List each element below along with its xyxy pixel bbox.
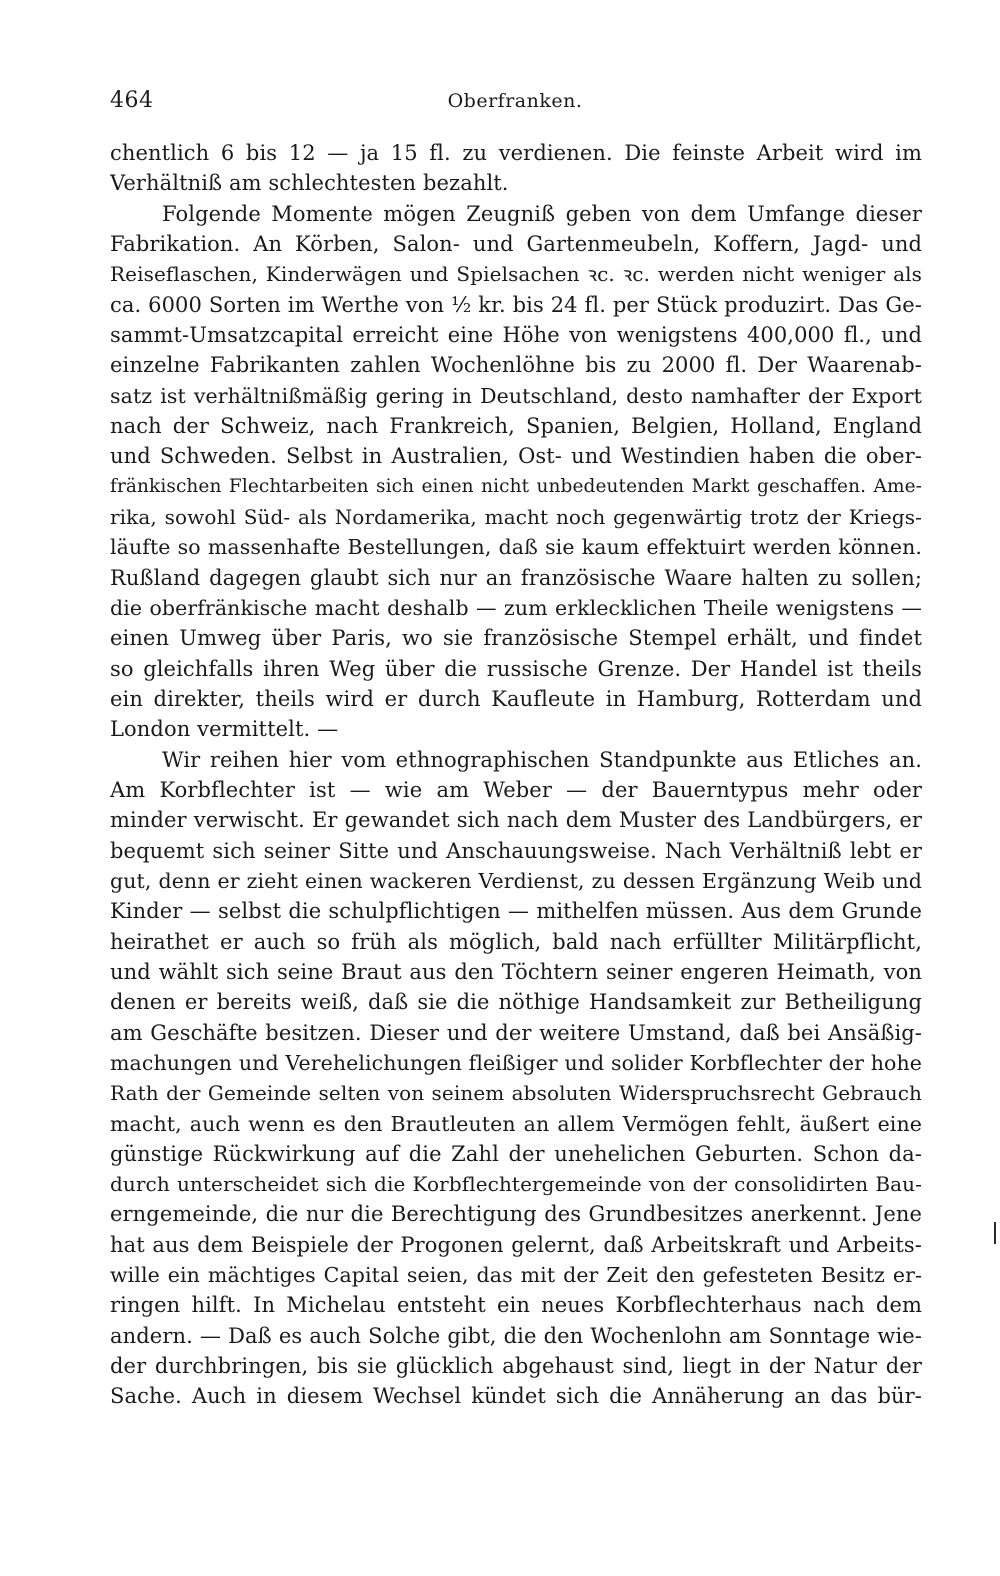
text-line: durch unterscheidet sich die Korbflechtergemeinde von der consolidirten Bau- — [110, 1172, 922, 1197]
text-line: satz ist verhältnißmäßig gering in Deutschland, desto namhafter der Export — [110, 383, 922, 408]
text-line: der durchbringen, bis sie glücklich abgehaust sind, liegt in der Natur der — [110, 1354, 922, 1379]
text-line: sammt-Umsatzcapital erreicht eine Höhe von wenigstens 400,000 fl., und — [110, 322, 922, 347]
text-line: Kinder — selbst die schulpflichtigen — mithelfen müssen. Aus dem Grunde — [110, 899, 922, 924]
text-line: denen er bereits weiß, daß sie die nöthige Handsamkeit zur Betheiligung — [110, 990, 922, 1015]
text-line: chentlich 6 bis 12 — ja 15 fl. zu verdienen. Die feinste Arbeit wird im — [110, 141, 922, 165]
running-head: Oberfranken. — [447, 90, 583, 112]
body-text — [110, 138, 922, 1412]
text-line: nach der Schweiz, nach Frankreich, Spanien, Belgien, Holland, England — [110, 413, 922, 438]
text-line: so gleichfalls ihren Weg über die russische Grenze. Der Handel ist theils — [110, 656, 922, 681]
text-line: am Geschäfte besitzen. Dieser und der weitere Umstand, daß bei Ansäßig- — [110, 1020, 922, 1045]
text-line: gut, denn er zieht einen wackeren Verdienst, zu dessen Ergänzung Weib und — [110, 868, 922, 893]
text-line: und Schweden. Selbst in Australien, Ost- und Westindien haben die ober- — [110, 444, 922, 469]
text-line: Fabrikation. An Körben, Salon- und Gartenmeubeln, Koffern, Jagd- und — [110, 231, 922, 256]
text-line: ca. 6000 Sorten im Werthe von ½ kr. bis 24 fl. per Stück produzirt. Das Ge- — [110, 292, 922, 317]
page-header — [110, 88, 920, 118]
text-line: minder verwischt. Er gewandet sich nach dem Muster des Landbürgers, er — [110, 808, 922, 833]
text-line: günstige Rückwirkung auf die Zahl der unehelichen Geburten. Schon da- — [110, 1141, 922, 1166]
text-line: heirathet er auch so früh als möglich, bald nach erfüllter Militärpflicht, — [110, 929, 922, 954]
text-line: erngemeinde, die nur die Berechtigung des Grundbesitzes anerkennt. Jene — [110, 1202, 922, 1227]
text-line: London vermittelt. — — [110, 717, 339, 742]
text-line: Folgende Momente mögen Zeugniß geben von dem Umfange dieser — [162, 201, 922, 226]
scan-margin-mark — [994, 1222, 996, 1244]
text-line: fränkischen Flechtarbeiten sich einen nicht unbedeutenden Markt geschaffen. Ame- — [110, 475, 922, 497]
text-line: ringen hilft. In Michelau entsteht ein neues Korbflechterhaus nach dem — [110, 1293, 922, 1318]
text-line: machungen und Verehelichungen fleißiger und solider Korbflechter der hohe — [110, 1050, 922, 1075]
text-line: andern. — Daß es auch Solche gibt, die den Wochenlohn am Sonntage wie- — [110, 1323, 922, 1348]
text-line: Rußland dagegen glaubt sich nur an französische Waare halten zu sollen; — [110, 565, 922, 590]
text-line: bequemt sich seiner Sitte und Anschauungsweise. Nach Verhältniß lebt er — [110, 838, 922, 863]
text-line: einzelne Fabrikanten zahlen Wochenlöhne bis zu 2000 fl. Der Waarenab- — [110, 353, 922, 378]
text-line: macht, auch wenn es den Brautleuten an allem Vermögen fehlt, äußert eine — [110, 1111, 922, 1136]
text-line: hat aus dem Beispiele der Progonen gelernt, daß Arbeitskraft und Arbeits- — [110, 1232, 922, 1257]
text-line: einen Umweg über Paris, wo sie französische Stempel erhält, und findet — [110, 626, 922, 651]
text-line: Verhältniß am schlechtesten bezahlt. — [110, 171, 509, 196]
text-line: ein direkter, theils wird er durch Kaufleute in Hamburg, Rotterdam und — [110, 686, 922, 711]
text-line: Am Korbflechter ist — wie am Weber — der Bauerntypus mehr oder — [110, 777, 922, 802]
text-line: und wählt sich seine Braut aus den Töchtern seiner engeren Heimath, von — [110, 959, 922, 984]
text-line: läufte so massenhafte Bestellungen, daß sie kaum effektuirt werden können. — [110, 535, 922, 560]
page-number: 464 — [110, 88, 154, 113]
text-line: Rath der Gemeinde selten von seinem absoluten Widerspruchsrecht Gebrauch — [110, 1081, 922, 1106]
text-line: Reiseflaschen, Kinderwägen und Spielsachen ꝛc. ꝛc. werden nicht weniger als — [110, 262, 922, 287]
text-line: Sache. Auch in diesem Wechsel kündet sich die Annäherung an das bür- — [110, 1384, 922, 1409]
text-line: Wir reihen hier vom ethnographischen Standpunkte aus Etliches an. — [162, 747, 922, 772]
text-line: die oberfränkische macht deshalb — zum erklecklichen Theile wenigstens — — [110, 595, 922, 620]
text-line: rika, sowohl Süd- als Nordamerika, macht noch gegenwärtig trotz der Kriegs- — [110, 504, 922, 529]
text-line: wille ein mächtiges Capital seien, das mit der Zeit den gefesteten Besitz er- — [110, 1263, 922, 1288]
